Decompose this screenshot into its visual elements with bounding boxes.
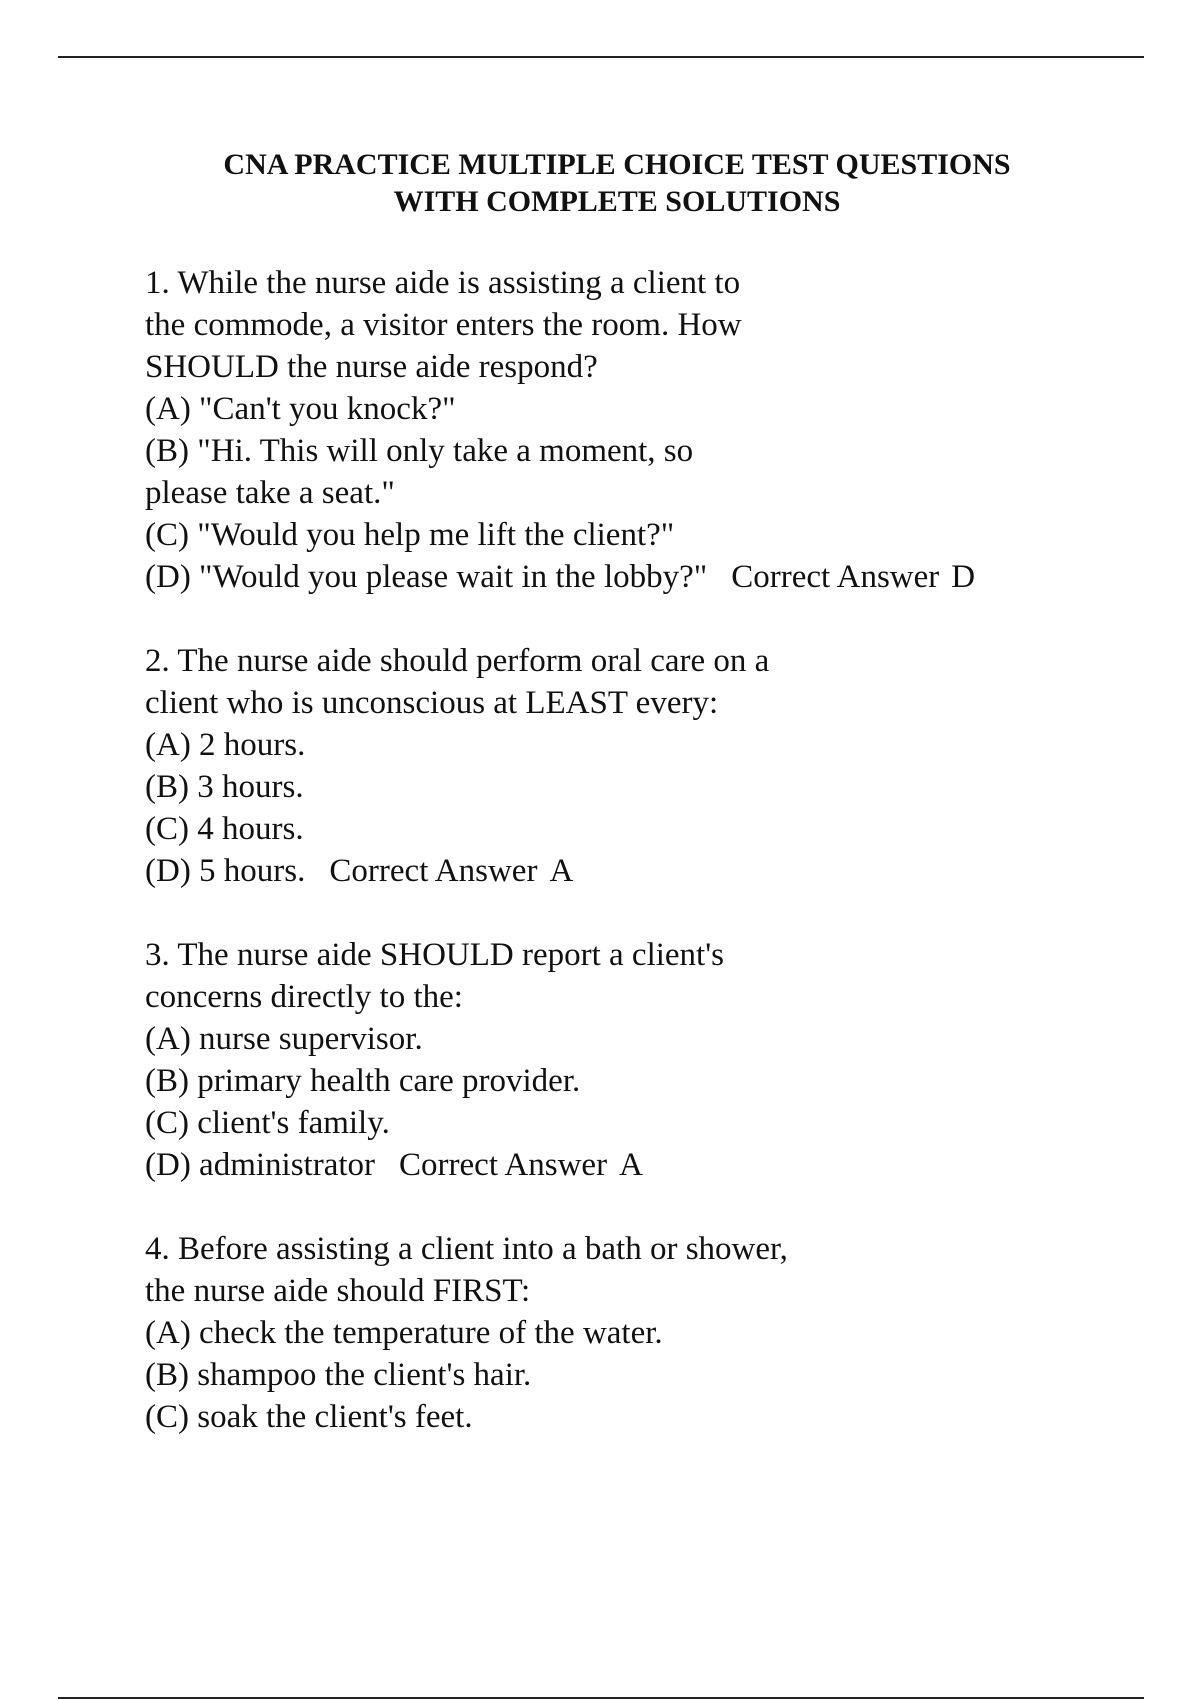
question-2-option-d-line <box>145 850 1145 892</box>
question-1-option-c: (C) "Would you help me lift the client?" <box>145 517 675 553</box>
question-4 <box>145 1228 1145 1438</box>
question-3-option-d-line <box>145 1144 1145 1186</box>
question-2-answer-letter: A <box>549 853 574 889</box>
question-2-option-b: (B) 3 hours. <box>145 769 304 805</box>
question-1-option-b: (B) "Hi. This will only take a moment, so <box>145 433 694 469</box>
question-1-answer-letter: D <box>951 559 976 595</box>
question-2-option-d: (D) 5 hours. <box>145 853 306 889</box>
question-2-stem-line-2: client who is unconscious at LEAST every: <box>145 685 719 721</box>
question-1-stem-line-1: 1. While the nurse aide is assisting a client to <box>145 265 741 301</box>
question-3-answer-letter: A <box>619 1147 643 1183</box>
question-1-option-d-line <box>145 556 1145 598</box>
question-3-stem-line-1: 3. The nurse aide SHOULD report a client's <box>145 937 725 973</box>
question-1-option-d: (D) "Would you please wait in the lobby?" <box>145 559 708 595</box>
title-line-1: CNA PRACTICE MULTIPLE CHOICE TEST QUESTIONS <box>223 148 1011 181</box>
question-2-option-c: (C) 4 hours. <box>145 811 304 847</box>
question-2 <box>145 640 1145 892</box>
question-1-option-b-continued: please take a seat." <box>145 475 395 511</box>
question-4-option-b: (B) shampoo the client's hair. <box>145 1357 532 1393</box>
question-3 <box>145 934 1145 1186</box>
question-3-option-c: (C) client's family. <box>145 1105 390 1141</box>
question-4-option-a: (A) check the temperature of the water. <box>145 1315 663 1351</box>
question-2-answer-label: Correct Answer <box>329 853 538 889</box>
question-2-stem-line-1: 2. The nurse aide should perform oral care on a <box>145 643 770 679</box>
top-rule <box>58 56 1144 58</box>
question-4-option-c: (C) soak the client's feet. <box>145 1399 473 1435</box>
question-3-option-a: (A) nurse supervisor. <box>145 1021 423 1057</box>
question-2-option-a: (A) 2 hours. <box>145 727 306 763</box>
question-list <box>145 262 1145 1480</box>
question-1-stem-line-3: SHOULD the nurse aide respond? <box>145 349 598 385</box>
question-1-stem-line-2: the commode, a visitor enters the room. How <box>145 307 742 343</box>
question-3-stem-line-2: concerns directly to the: <box>145 979 463 1015</box>
question-3-answer-label: Correct Answer <box>399 1147 608 1183</box>
title-line-2: WITH COMPLETE SOLUTIONS <box>393 185 841 218</box>
question-3-option-b: (B) primary health care provider. <box>145 1063 581 1099</box>
question-4-stem-line-1: 4. Before assisting a client into a bath or shower, <box>145 1231 788 1267</box>
question-3-option-d: (D) administrator <box>145 1147 376 1183</box>
bottom-rule <box>58 1697 1144 1699</box>
question-1-option-a: (A) "Can't you knock?" <box>145 391 456 427</box>
question-4-stem-line-2: the nurse aide should FIRST: <box>145 1273 531 1309</box>
document-title <box>0 146 1200 220</box>
question-1-answer-label: Correct Answer <box>731 559 940 595</box>
question-1 <box>145 262 1145 598</box>
